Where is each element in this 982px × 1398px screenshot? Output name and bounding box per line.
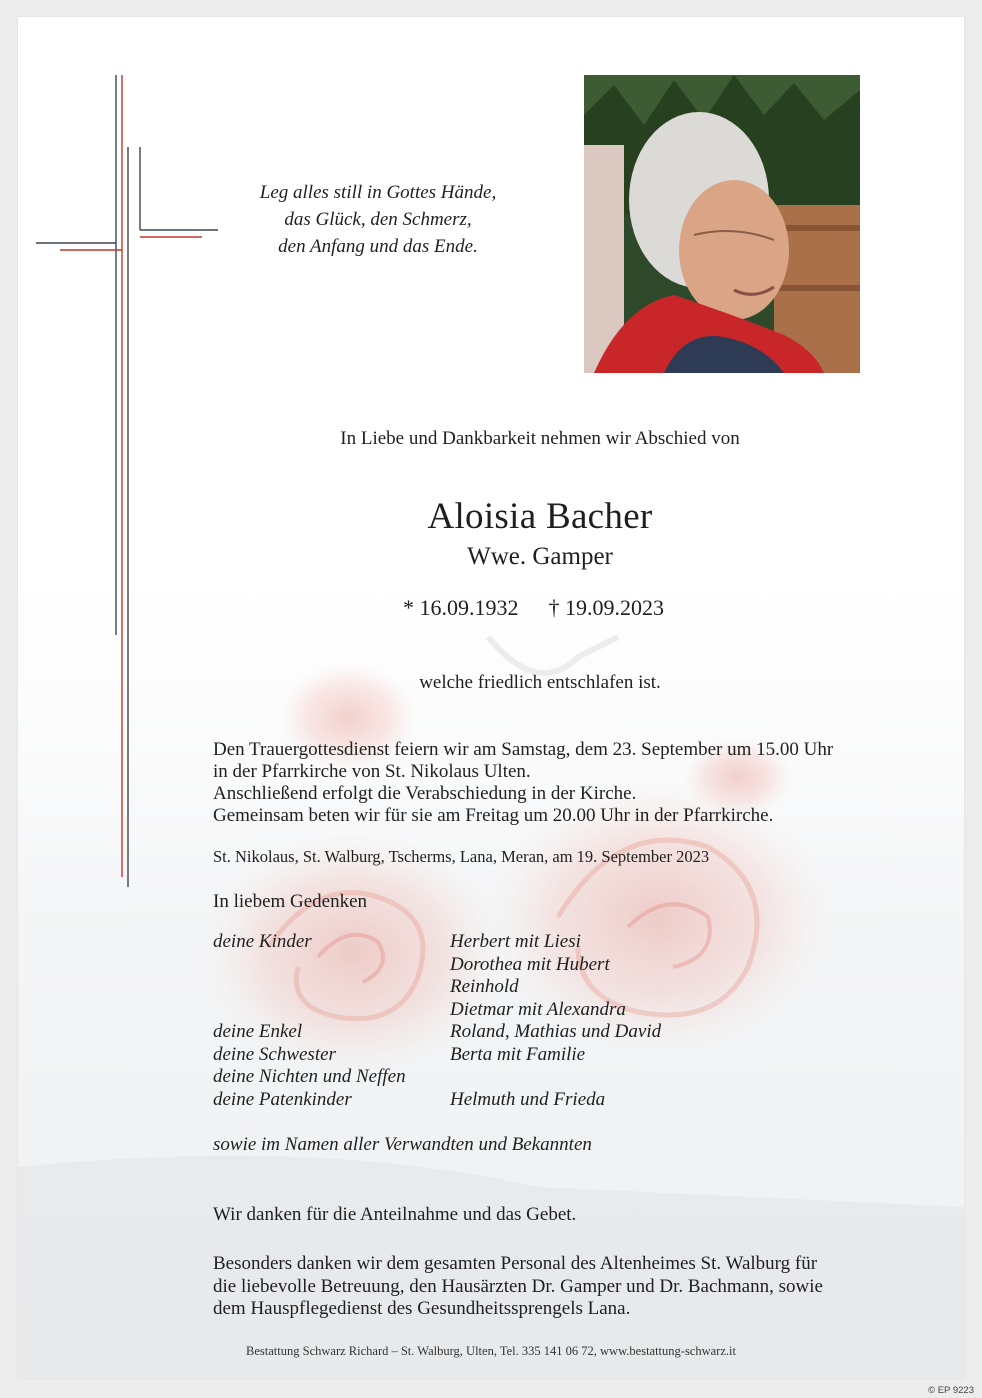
mourner-row (213, 1066, 773, 1089)
mourner-row (213, 1044, 773, 1067)
memory-heading: In liebem Gedenken (213, 891, 368, 912)
quote (218, 179, 538, 260)
deceased-maiden-name: Wwe. Gamper (467, 543, 613, 570)
cross-icon (18, 17, 238, 917)
special-thanks (213, 1253, 853, 1321)
relatives-text: sowie im Namen aller Verwandten und Bekannten (213, 1134, 592, 1155)
service-line-3: Anschließend erfolgt die Verabschiedung in der Kirche. (213, 783, 637, 804)
special-thanks-line-3: dem Hauspflegedienst des Gesundheitssprengels Lana. (213, 1298, 631, 1319)
quote-line-3: den Anfang und das Ende. (278, 236, 478, 257)
mourner-names: Roland, Mathias und David (450, 1021, 662, 1042)
quote-line-1: Leg alles still in Gottes Hände, (259, 182, 497, 203)
service-line-1: Den Trauergottesdienst feiern wir am Samstag, dem 23. September um 15.00 Uhr (213, 739, 834, 760)
death-date: † 19.09.2023 (548, 595, 664, 620)
mourner-relation: deine Kinder (213, 931, 312, 952)
mourner-row (213, 976, 773, 999)
mourner-relation: deine Enkel (213, 1021, 303, 1042)
funeral-home-footer: Bestattung Schwarz Richard – St. Walburg, Ulten, Tel. 335 141 06 72, www.bestattung-schwarz.it (246, 1344, 736, 1358)
mourner-names: Herbert mit Liesi (450, 931, 581, 952)
thanks-text: Wir danken für die Anteilnahme und das Gebet. (213, 1204, 577, 1225)
mourner-names: Dietmar mit Alexandra (450, 998, 626, 1020)
deceased-name: Aloisia Bacher (427, 496, 653, 537)
mourner-relation (213, 954, 450, 977)
mourner-names: Dorothea mit Hubert (450, 953, 610, 975)
birth-date: * 16.09.1932 (403, 595, 519, 620)
special-thanks-line-2: die liebevolle Betreuung, den Hausärzten Dr. Gamper und Dr. Bachmann, sowie (213, 1275, 823, 1297)
mourner-relation: deine Schwester (213, 1043, 336, 1065)
mourner-names: Berta mit Familie (450, 1043, 586, 1065)
mourner-relation: deine Nichten und Neffen (213, 1066, 406, 1087)
mourner-row (213, 954, 773, 977)
mourners-list (213, 931, 773, 1111)
document-code: © EP 9223 (928, 1385, 974, 1396)
mourner-row (213, 999, 773, 1022)
portrait-photo (584, 75, 860, 373)
mourner-row (213, 1089, 773, 1112)
quote-line-2: das Glück, den Schmerz, (284, 209, 472, 230)
service-line-2: in der Pfarrkirche von St. Nikolaus Ulten. (213, 761, 531, 782)
mourner-relation: deine Patenkinder (213, 1088, 352, 1110)
special-thanks-line-1: Besonders danken wir dem gesamten Personal des Altenheimes St. Walburg für (213, 1253, 818, 1274)
mourner-names: Helmuth und Frieda (450, 1088, 606, 1110)
mourner-relation (213, 999, 450, 1022)
service-line-4: Gemeinsam beten wir für sie am Freitag um 20.00 Uhr in der Pfarrkirche. (213, 805, 774, 826)
mourner-names: Reinhold (450, 976, 519, 997)
obituary-card (18, 17, 964, 1379)
intro-text: In Liebe und Dankbarkeit nehmen wir Abschied von (340, 428, 740, 449)
passed-text: welche friedlich entschlafen ist. (419, 672, 661, 693)
mourner-row (213, 1021, 773, 1044)
place-date: St. Nikolaus, St. Walburg, Tscherms, Lana, Meran, am 19. September 2023 (213, 847, 710, 866)
mourner-relation (213, 976, 450, 999)
service-info (213, 739, 853, 827)
life-dates (403, 595, 664, 621)
mourner-row (213, 931, 773, 954)
